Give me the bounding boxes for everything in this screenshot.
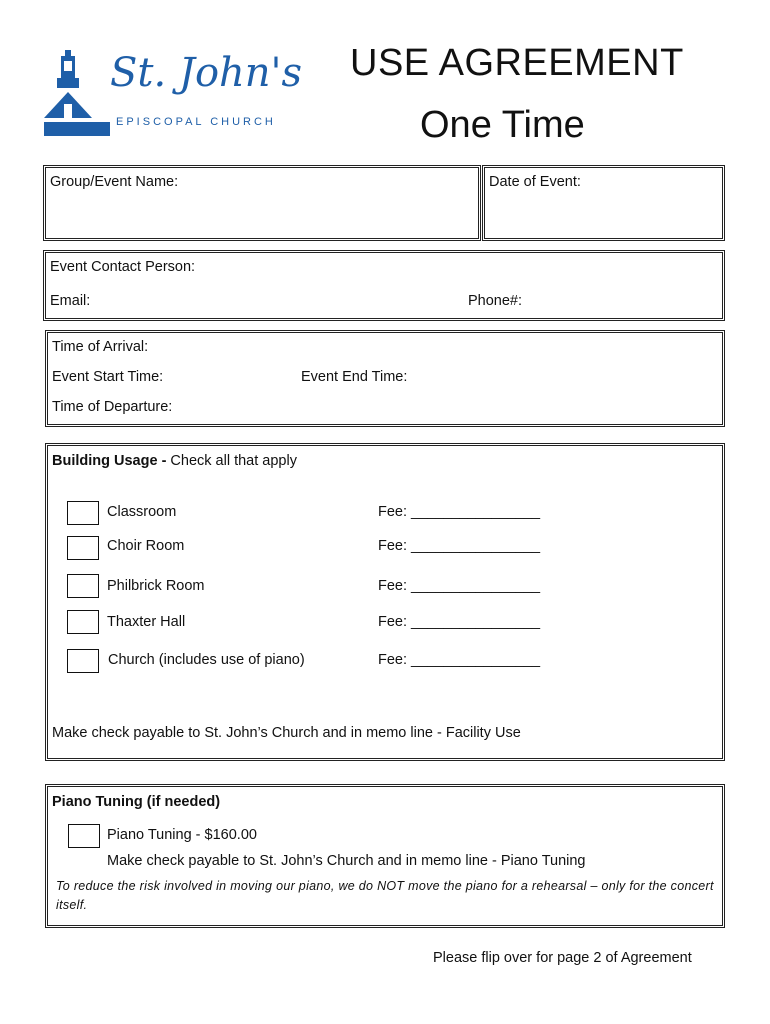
room-label: Choir Room — [107, 538, 185, 554]
end-time-label: Event End Time: — [301, 369, 408, 385]
church-steeple-icon — [40, 46, 112, 138]
event-date-label: Date of Event: — [489, 174, 581, 190]
email-label: Email: — [50, 293, 91, 309]
piano-tuning-option-label: Piano Tuning - $160.00 — [107, 827, 257, 843]
piano-payment-note: Make check payable to St. John’s Church and in memo line - Piano Tuning — [107, 853, 586, 869]
room-label: Church (includes use of piano) — [108, 652, 305, 668]
fee-field[interactable]: Fee: ________________ — [378, 538, 541, 554]
phone-label: Phone#: — [468, 293, 523, 309]
contact-person-label: Event Contact Person: — [50, 259, 196, 275]
fee-field[interactable]: Fee: ________________ — [378, 578, 541, 594]
fee-field[interactable]: Fee: ________________ — [378, 652, 541, 668]
building-usage-heading: Building Usage - Check all that apply — [52, 453, 297, 469]
room-label: Classroom — [107, 504, 177, 520]
departure-time-label: Time of Departure: — [52, 399, 173, 415]
piano-tuning-checkbox[interactable] — [68, 824, 100, 848]
church-checkbox[interactable] — [67, 649, 99, 673]
fee-field[interactable]: Fee: ________________ — [378, 504, 541, 520]
building-usage-section — [45, 443, 725, 761]
page-title: USE AGREEMENT — [350, 42, 684, 84]
logo-script-text: St. John's — [110, 50, 303, 96]
logo-subtitle: EPISCOPAL CHURCH — [116, 116, 276, 128]
piano-tuning-heading: Piano Tuning (if needed) — [52, 794, 221, 810]
classroom-checkbox[interactable] — [67, 501, 99, 525]
arrival-time-label: Time of Arrival: — [52, 339, 149, 355]
church-logo — [40, 46, 303, 140]
piano-disclaimer: To reduce the risk involved in moving our piano, we do NOT move the piano for a rehearsal – only for the concert itself. — [56, 879, 714, 912]
room-label: Thaxter Hall — [107, 614, 186, 630]
start-time-label: Event Start Time: — [52, 369, 164, 385]
fee-field[interactable]: Fee: ________________ — [378, 614, 541, 630]
thaxter-hall-checkbox[interactable] — [67, 610, 99, 634]
group-event-name-label: Group/Event Name: — [50, 174, 179, 190]
flip-over-note: Please flip over for page 2 of Agreement — [433, 950, 692, 966]
room-label: Philbrick Room — [107, 578, 205, 594]
choir-room-checkbox[interactable] — [67, 536, 99, 560]
page-subtitle: One Time — [420, 104, 585, 146]
philbrick-room-checkbox[interactable] — [67, 574, 99, 598]
facility-payment-note: Make check payable to St. John’s Church and in memo line - Facility Use — [52, 725, 521, 741]
